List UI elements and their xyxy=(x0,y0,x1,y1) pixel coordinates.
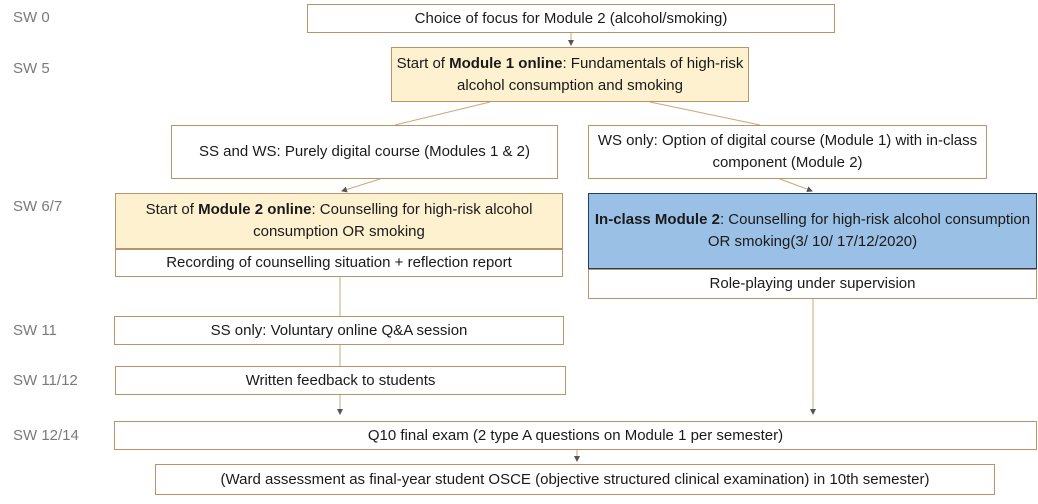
box-qa-text: SS only: Voluntary online Q&A session xyxy=(210,321,468,339)
box-exam-text: Q10 final exam (2 type A questions on Module 1 per semester) xyxy=(367,426,784,444)
box-inclass-text xyxy=(593,209,1032,253)
label-sw11: SW 11 xyxy=(13,322,57,339)
box-module1-text xyxy=(396,53,744,97)
box-ss-ws-text: SS and WS: Purely digital course (Modules 1 & 2) xyxy=(199,143,530,160)
box-ws-only-text: WS only: Option of digital course (Module 1) with in-class component (Module 2) xyxy=(597,132,978,171)
label-sw12-14: SW 12/14 xyxy=(13,427,79,444)
module1-post: : Fundamentals of high-risk alcohol consumption and smoking xyxy=(457,54,744,94)
box-written-feedback xyxy=(115,366,566,395)
inclass-post: : Counselling for high-risk alcohol consumption OR smoking(3/ 10/ 17/12/2020) xyxy=(707,211,1031,250)
label-sw5: SW 5 xyxy=(13,60,50,77)
line-module1-to-wsonly xyxy=(650,102,760,125)
box-inclass-module2 xyxy=(588,193,1037,269)
module2-post: : Counselling for high-risk alcohol consumption OR smoking xyxy=(253,201,533,240)
box-module2-online-text xyxy=(120,199,558,243)
box-choice-of-focus xyxy=(307,4,835,33)
box-ward-assessment xyxy=(155,464,995,495)
box-ss-and-ws xyxy=(171,125,558,179)
box-recording-text: Recording of counselling situation + reflection report xyxy=(166,254,512,271)
box-choice-text: Choice of focus for Module 2 (alcohol/smoking) xyxy=(414,9,728,27)
box-qa-session xyxy=(114,316,564,345)
inclass-bold: In-class Module 2 xyxy=(594,211,720,228)
line-module1-to-ssws xyxy=(395,102,490,125)
label-sw6-7: SW 6/7 xyxy=(13,198,63,215)
box-module1-online xyxy=(391,47,749,102)
module1-pre: Start of xyxy=(396,54,450,72)
box-feedback-text: Written feedback to students xyxy=(245,371,436,389)
module2-bold: Module 2 online xyxy=(198,201,312,218)
box-recording xyxy=(115,249,563,277)
module2-pre: Start of xyxy=(145,201,199,218)
box-module2-online xyxy=(115,193,563,249)
label-sw11-12: SW 11/12 xyxy=(13,372,78,389)
box-ward-text: (Ward assessment as final-year student OSCE (objective structured clinical examination) in 10th semester) xyxy=(220,470,930,488)
arrow-ssws-to-module2online xyxy=(342,179,380,191)
module1-bold: Module 1 online xyxy=(449,54,563,72)
box-role-playing xyxy=(588,269,1037,299)
box-final-exam xyxy=(114,421,1037,450)
arrow-wsonly-to-inclass xyxy=(780,179,812,191)
label-sw0: SW 0 xyxy=(13,9,50,26)
box-roleplay-text: Role-playing under supervision xyxy=(709,275,916,292)
box-ws-only xyxy=(588,125,987,179)
